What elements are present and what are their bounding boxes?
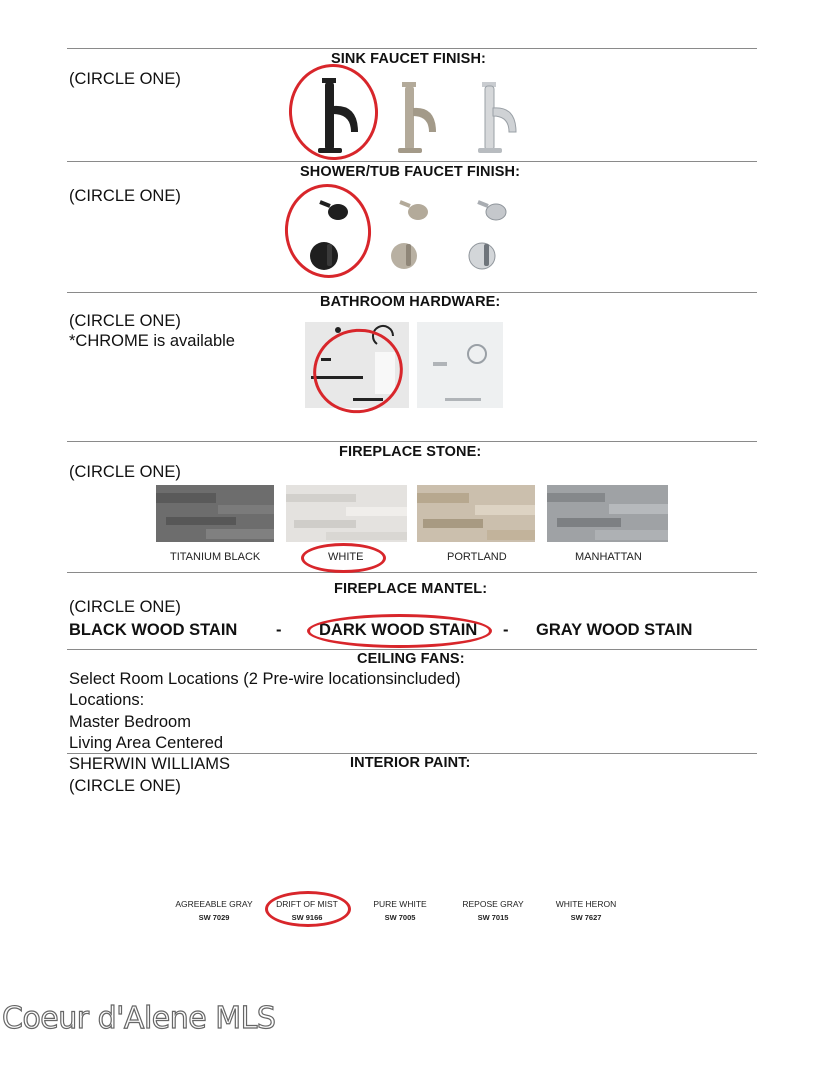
paint-option — [169, 898, 259, 924]
mantel-separator: - — [276, 621, 282, 639]
sink-faucet-heading: SINK FAUCET FINISH: — [331, 51, 486, 67]
paint-name: DRIFT OF MIST — [276, 899, 338, 909]
white-stone-swatch — [286, 485, 407, 542]
mantel-option-gray: GRAY WOOD STAIN — [536, 621, 693, 639]
nickel-valve-icon — [391, 243, 417, 269]
shower-circle-note: (CIRCLE ONE) — [69, 187, 181, 205]
paint-name: REPOSE GRAY — [462, 899, 524, 909]
fans-line: Master Bedroom — [69, 713, 191, 731]
paint-code: SW 9166 — [291, 913, 323, 922]
paint-code: SW 7627 — [570, 913, 602, 922]
mantel-separator: - — [503, 621, 509, 639]
paint-circle-note: (CIRCLE ONE) — [69, 777, 181, 795]
paint-code: SW 7005 — [384, 913, 416, 922]
mantel-option-black: BLACK WOOD STAIN — [69, 621, 238, 639]
divider — [67, 161, 757, 162]
paint-code: SW 7015 — [477, 913, 509, 922]
paint-name: WHITE HERON — [555, 899, 617, 909]
chrome-showerhead-icon — [478, 202, 506, 220]
ceiling-fans-heading: CEILING FANS: — [357, 651, 465, 667]
paint-name: AGREEABLE GRAY — [175, 899, 253, 909]
portland-stone-swatch — [417, 485, 535, 542]
divider — [67, 753, 757, 754]
interior-paint-heading: INTERIOR PAINT: — [350, 755, 471, 771]
bathroom-hardware-heading: BATHROOM HARDWARE: — [320, 294, 501, 310]
paint-option — [448, 898, 538, 924]
manhattan-stone-swatch — [547, 485, 668, 542]
mantel-circle-note: (CIRCLE ONE) — [69, 598, 181, 616]
shower-faucet-heading: SHOWER/TUB FAUCET FINISH: — [300, 164, 520, 180]
titanium-black-swatch — [156, 485, 274, 542]
paint-brand: SHERWIN WILLIAMS — [69, 755, 231, 773]
stone-label-titanium-black: TITANIUM BLACK — [170, 551, 261, 563]
chrome-available-note: *CHROME is available — [69, 332, 235, 350]
stone-label-portland: PORTLAND — [447, 551, 507, 563]
divider — [67, 292, 757, 293]
stone-circle-note: (CIRCLE ONE) — [69, 463, 181, 481]
fans-line: Select Room Locations (2 Pre-wire locationsincluded) — [69, 670, 461, 688]
paint-option — [541, 898, 631, 924]
paint-option — [355, 898, 445, 924]
mantel-option-dark: DARK WOOD STAIN — [319, 621, 478, 639]
divider — [67, 441, 757, 442]
divider — [67, 572, 757, 573]
selected-circle — [307, 614, 492, 648]
hardware-circle-note: (CIRCLE ONE) — [69, 312, 181, 330]
paint-name: PURE WHITE — [373, 899, 427, 909]
sink-circle-note: (CIRCLE ONE) — [69, 70, 181, 88]
fans-line: Locations: — [69, 691, 145, 709]
selected-circle — [301, 543, 386, 573]
selected-circle — [265, 891, 351, 927]
nickel-showerhead-icon — [400, 202, 428, 220]
mls-watermark: Coeur d'Alene MLS — [2, 1001, 276, 1036]
chrome-valve-icon — [469, 243, 495, 269]
divider — [67, 649, 757, 650]
paint-code: SW 7029 — [198, 913, 230, 922]
chrome-hardware-photo — [417, 322, 503, 408]
fans-line: Living Area Centered — [69, 734, 224, 752]
stone-label-manhattan: MANHATTAN — [575, 551, 642, 563]
fireplace-mantel-heading: FIREPLACE MANTEL: — [334, 581, 488, 597]
fireplace-stone-heading: FIREPLACE STONE: — [339, 444, 482, 460]
stone-label-white: WHITE — [328, 551, 364, 563]
divider — [67, 48, 757, 49]
nickel-faucet-icon — [398, 82, 436, 153]
chrome-faucet-icon — [478, 82, 516, 153]
